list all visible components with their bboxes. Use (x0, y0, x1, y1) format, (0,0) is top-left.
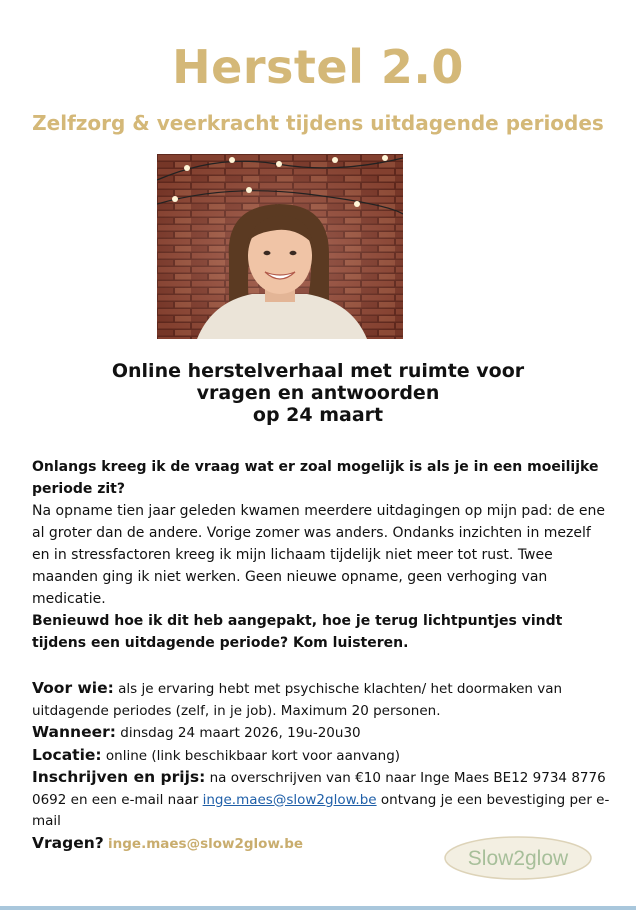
locatie-text: online (link beschikbaar kort voor aanvang) (105, 747, 401, 764)
inschrijven-label: Inschrijven en prijs: (32, 768, 206, 786)
wanneer-text: dinsdag 24 maart 2026, 19u-20u30 (120, 725, 361, 741)
headline-line-1: Online herstelverhaal met ruimte voor (111, 360, 525, 382)
detail-wanneer (32, 722, 612, 745)
event-headline (60, 360, 576, 426)
wanneer-label: Wanneer: (32, 723, 116, 741)
intro-question: Onlangs kreeg ik de vraag wat er zoal mogelijk is als je in een moeilijke periode zit? (32, 459, 599, 497)
flyer-title: Herstel 2.0 (172, 40, 464, 94)
detail-inschrijven (32, 767, 612, 833)
headline-line-3: op 24 maart (252, 404, 384, 426)
headline-line-2: vragen en antwoorden (196, 382, 440, 404)
detail-locatie (32, 745, 612, 768)
event-details (32, 678, 612, 855)
intro-body: Na opname tien jaar geleden kwamen meerdere uitdagingen op mijn pad: de ene al groter dan de andere. Vorige zomer was anders. Ondanks inzichten in mezelf en in stressfactoren kreeg ik mijn lichaam tijdelijk niet meer tot rust. Twee maanden ging ik niet werken. Geen nieuwe opname, geen verhoging van medicatie. (32, 503, 606, 607)
speaker-photo (157, 154, 403, 339)
intro-closing: Benieuwd hoe ik dit heb aangepakt, hoe je terug lichtpuntjes vindt tijdens een uitdagende periode? Kom luisteren. (32, 613, 563, 651)
intro-text (32, 456, 612, 654)
inschrijven-text-1: na overschrijven van €10 naar Inge Maes BE12 9734 8776 0692 en een e-mail naar (32, 770, 606, 808)
voor-wie-label: Voor wie: (32, 679, 114, 697)
voor-wie-text: als je ervaring hebt met psychische klachten/ het doormaken van uitdagende periodes (zelf, in je job). Maximum 20 personen. (32, 681, 563, 719)
logo-text: Slow2glow (467, 847, 569, 870)
flyer-subtitle: Zelfzorg & veerkracht tijdens uitdagende periodes (32, 111, 604, 135)
inschrijven-email-link[interactable]: inge.maes@slow2glow.be (202, 791, 377, 808)
inschrijven-text-2: ontvang je een bevestiging per e-mail (32, 791, 610, 829)
page-bottom-border (0, 906, 636, 910)
locatie-label: Locatie: (32, 745, 102, 764)
vragen-label: Vragen? (32, 833, 104, 852)
slow2glow-logo (443, 834, 593, 884)
detail-voor-wie (32, 678, 612, 722)
vragen-email[interactable]: inge.maes@slow2glow.be (108, 835, 304, 852)
